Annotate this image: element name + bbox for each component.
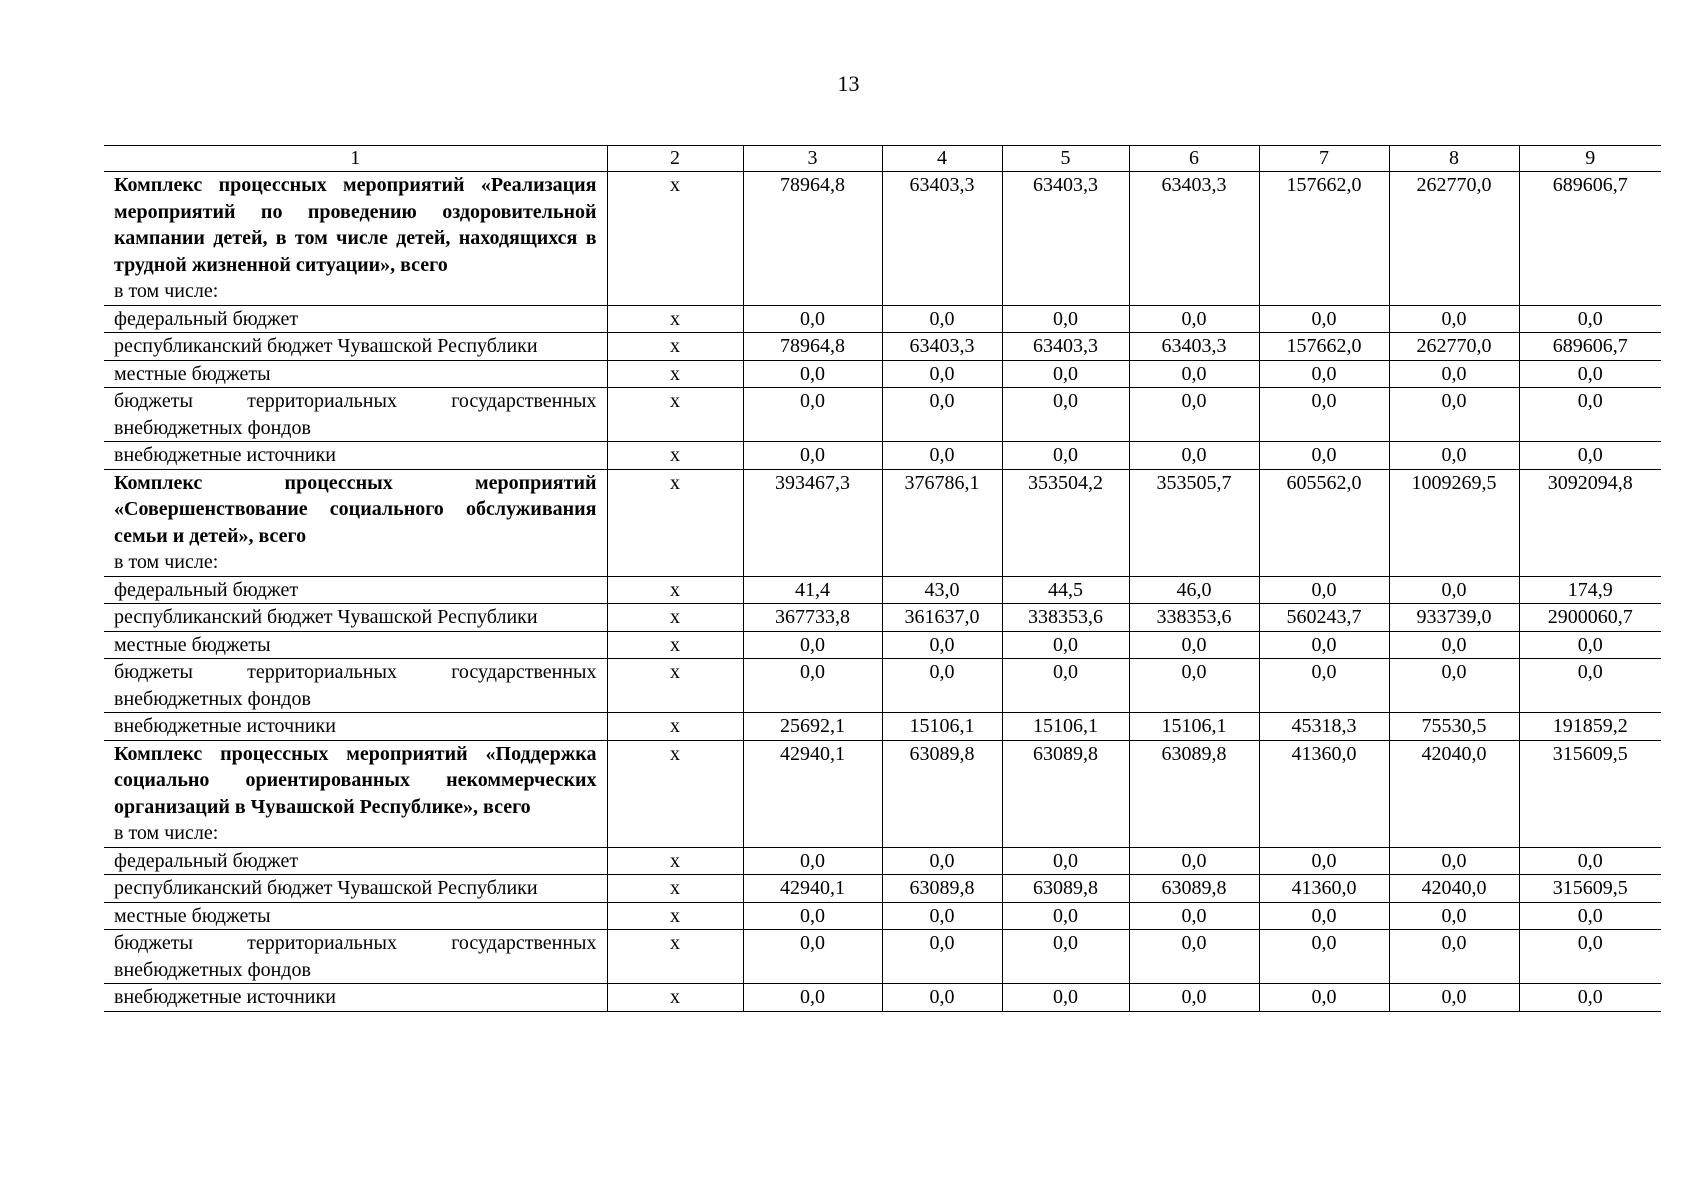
value-cell: 42940,1: [743, 740, 882, 847]
value-cell: 42040,0: [1389, 875, 1519, 903]
value-cell: 262770,0: [1389, 172, 1519, 306]
value-cell: 0,0: [1129, 984, 1259, 1012]
value-cell: 3092094,8: [1519, 469, 1661, 576]
value-cell: 78964,8: [743, 172, 882, 306]
value-cell: 63403,3: [1129, 172, 1259, 306]
value-cell: 63403,3: [1002, 333, 1129, 361]
value-cell: 0,0: [1389, 984, 1519, 1012]
value-cell: 42040,0: [1389, 740, 1519, 847]
value-cell: 0,0: [1389, 847, 1519, 875]
budget-table: [104, 145, 1661, 1012]
value-cell: 0,0: [882, 847, 1002, 875]
header-cell: 4: [882, 146, 1002, 172]
value-cell: 0,0: [743, 984, 882, 1012]
value-cell: 0,0: [1389, 360, 1519, 388]
value-cell: 315609,5: [1519, 740, 1661, 847]
value-cell: 0,0: [1389, 659, 1519, 713]
code-cell: x: [607, 902, 743, 930]
budget-source-row: [104, 847, 1661, 875]
value-cell: 0,0: [743, 360, 882, 388]
value-cell: 353504,2: [1002, 469, 1129, 576]
value-cell: 15106,1: [1002, 713, 1129, 741]
group-title: Комплекс процессных мероприятий «Совершенствование социального обслуживания семьи и детей», всего: [114, 471, 597, 547]
value-cell: 0,0: [1389, 902, 1519, 930]
value-cell: 0,0: [1002, 902, 1129, 930]
value-cell: 0,0: [1519, 984, 1661, 1012]
value-cell: 75530,5: [1389, 713, 1519, 741]
value-cell: 0,0: [743, 442, 882, 470]
group-label-cell: [104, 469, 607, 576]
budget-source-row: [104, 442, 1661, 470]
source-label-cell: [104, 984, 607, 1012]
source-label-line2: внебюджетных фондов: [114, 687, 311, 710]
header-cell: 1: [104, 146, 607, 172]
header-cell: 5: [1002, 146, 1129, 172]
group-title: Комплекс процессных мероприятий «Реализация мероприятий по проведению оздоровительной кампании детей, в том числе детей, находящихся в трудной жизненной ситуации», всего: [114, 174, 597, 276]
value-cell: 41360,0: [1259, 875, 1389, 903]
value-cell: 0,0: [1129, 305, 1259, 333]
value-cell: 63089,8: [1002, 875, 1129, 903]
value-cell: 0,0: [1002, 659, 1129, 713]
value-cell: 0,0: [1259, 659, 1389, 713]
value-cell: 0,0: [1519, 847, 1661, 875]
value-cell: 0,0: [1129, 360, 1259, 388]
page-number: 13: [837, 71, 860, 96]
source-label: республиканский бюджет Чувашской Республики: [114, 877, 538, 899]
source-label-cell: [104, 930, 607, 984]
source-label-line2: внебюджетных фондов: [114, 958, 311, 981]
value-cell: 0,0: [1519, 930, 1661, 984]
value-cell: 0,0: [1129, 902, 1259, 930]
value-cell: 393467,3: [743, 469, 882, 576]
value-cell: 0,0: [1002, 984, 1129, 1012]
value-cell: 0,0: [743, 305, 882, 333]
header-cell: 7: [1259, 146, 1389, 172]
value-cell: 1009269,5: [1389, 469, 1519, 576]
value-cell: 0,0: [1389, 442, 1519, 470]
value-cell: 63403,3: [882, 333, 1002, 361]
value-cell: 0,0: [1002, 305, 1129, 333]
value-cell: 41360,0: [1259, 740, 1389, 847]
source-label: местные бюджеты: [114, 904, 271, 927]
value-cell: 191859,2: [1519, 713, 1661, 741]
group-total-row: [104, 172, 1661, 306]
value-cell: 0,0: [882, 360, 1002, 388]
value-cell: 63403,3: [1002, 172, 1129, 306]
source-label-line1: бюджеты территориальных государственных: [114, 390, 597, 412]
value-cell: 0,0: [1002, 442, 1129, 470]
code-cell: x: [607, 333, 743, 361]
value-cell: 0,0: [1259, 305, 1389, 333]
budget-source-row: [104, 576, 1661, 604]
code-cell: x: [607, 469, 743, 576]
value-cell: 0,0: [1259, 360, 1389, 388]
budget-source-row: [104, 360, 1661, 388]
value-cell: 78964,8: [743, 333, 882, 361]
value-cell: 0,0: [882, 930, 1002, 984]
value-cell: 0,0: [743, 388, 882, 442]
group-label-cell: [104, 172, 607, 306]
value-cell: 0,0: [1002, 930, 1129, 984]
source-label: внебюджетные источники: [114, 986, 336, 1008]
value-cell: 0,0: [882, 305, 1002, 333]
source-label-cell: [104, 659, 607, 713]
source-label: внебюджетные источники: [114, 444, 336, 466]
value-cell: 0,0: [1259, 847, 1389, 875]
value-cell: 46,0: [1129, 576, 1259, 604]
value-cell: 2900060,7: [1519, 604, 1661, 632]
value-cell: 157662,0: [1259, 333, 1389, 361]
budget-source-row: [104, 930, 1661, 984]
budget-source-row: [104, 333, 1661, 361]
value-cell: 63089,8: [1002, 740, 1129, 847]
value-cell: 0,0: [1259, 984, 1389, 1012]
value-cell: 0,0: [743, 930, 882, 984]
value-cell: 174,9: [1519, 576, 1661, 604]
budget-source-row: [104, 659, 1661, 713]
budget-source-row: [104, 902, 1661, 930]
header-cell: 2: [607, 146, 743, 172]
value-cell: 0,0: [882, 442, 1002, 470]
value-cell: 0,0: [1129, 442, 1259, 470]
source-label-cell: [104, 847, 607, 875]
budget-source-row: [104, 631, 1661, 659]
value-cell: 25692,1: [743, 713, 882, 741]
value-cell: 0,0: [1389, 576, 1519, 604]
value-cell: 0,0: [1129, 847, 1259, 875]
value-cell: 0,0: [1259, 576, 1389, 604]
code-cell: x: [607, 388, 743, 442]
value-cell: 0,0: [1129, 659, 1259, 713]
source-label-cell: [104, 631, 607, 659]
value-cell: 0,0: [1129, 930, 1259, 984]
value-cell: 0,0: [1519, 388, 1661, 442]
source-label: федеральный бюджет: [114, 578, 299, 601]
source-label-cell: [104, 713, 607, 741]
source-label: местные бюджеты: [114, 362, 271, 385]
value-cell: 41,4: [743, 576, 882, 604]
value-cell: 63403,3: [882, 172, 1002, 306]
value-cell: 0,0: [1519, 902, 1661, 930]
value-cell: 338353,6: [1002, 604, 1129, 632]
value-cell: 0,0: [1129, 631, 1259, 659]
source-label-cell: [104, 305, 607, 333]
code-cell: x: [607, 930, 743, 984]
code-cell: x: [607, 631, 743, 659]
value-cell: 0,0: [743, 659, 882, 713]
budget-source-row: [104, 984, 1661, 1012]
code-cell: x: [607, 576, 743, 604]
source-label-cell: [104, 442, 607, 470]
value-cell: 560243,7: [1259, 604, 1389, 632]
budget-source-row: [104, 388, 1661, 442]
value-cell: 0,0: [1002, 631, 1129, 659]
group-subtitle: в том числе:: [114, 822, 219, 844]
value-cell: 0,0: [1519, 442, 1661, 470]
code-cell: x: [607, 659, 743, 713]
code-cell: x: [607, 305, 743, 333]
value-cell: 0,0: [1519, 305, 1661, 333]
value-cell: 338353,6: [1129, 604, 1259, 632]
code-cell: x: [607, 172, 743, 306]
value-cell: 0,0: [1259, 930, 1389, 984]
group-total-row: [104, 740, 1661, 847]
value-cell: 0,0: [882, 631, 1002, 659]
value-cell: 0,0: [1002, 388, 1129, 442]
value-cell: 0,0: [1002, 360, 1129, 388]
value-cell: 0,0: [1259, 631, 1389, 659]
value-cell: 0,0: [1259, 902, 1389, 930]
value-cell: 44,5: [1002, 576, 1129, 604]
source-label-cell: [104, 902, 607, 930]
budget-source-row: [104, 875, 1661, 903]
value-cell: 15106,1: [1129, 713, 1259, 741]
value-cell: 0,0: [1519, 659, 1661, 713]
group-title: Комплекс процессных мероприятий «Поддержка социально ориентированных некоммерческих организаций в Чувашской Республике», всего: [114, 742, 597, 818]
code-cell: x: [607, 875, 743, 903]
code-cell: x: [607, 984, 743, 1012]
header-cell: 3: [743, 146, 882, 172]
value-cell: 63089,8: [882, 740, 1002, 847]
value-cell: 63089,8: [882, 875, 1002, 903]
value-cell: 63089,8: [1129, 740, 1259, 847]
source-label: местные бюджеты: [114, 633, 271, 656]
value-cell: 45318,3: [1259, 713, 1389, 741]
budget-source-row: [104, 713, 1661, 741]
source-label-cell: [104, 388, 607, 442]
value-cell: 0,0: [1389, 388, 1519, 442]
value-cell: 605562,0: [1259, 469, 1389, 576]
value-cell: 0,0: [1002, 847, 1129, 875]
value-cell: 315609,5: [1519, 875, 1661, 903]
value-cell: 0,0: [1519, 360, 1661, 388]
value-cell: 689606,7: [1519, 333, 1661, 361]
budget-source-row: [104, 604, 1661, 632]
source-label-line2: внебюджетных фондов: [114, 416, 311, 439]
value-cell: 157662,0: [1259, 172, 1389, 306]
group-total-row: [104, 469, 1661, 576]
value-cell: 42940,1: [743, 875, 882, 903]
code-cell: x: [607, 713, 743, 741]
budget-source-row: [104, 305, 1661, 333]
value-cell: 0,0: [1389, 930, 1519, 984]
value-cell: 0,0: [882, 902, 1002, 930]
value-cell: 353505,7: [1129, 469, 1259, 576]
value-cell: 43,0: [882, 576, 1002, 604]
value-cell: 0,0: [1129, 388, 1259, 442]
group-subtitle: в том числе:: [114, 551, 219, 573]
source-label: внебюджетные источники: [114, 715, 336, 737]
value-cell: 376786,1: [882, 469, 1002, 576]
code-cell: x: [607, 442, 743, 470]
value-cell: 0,0: [743, 902, 882, 930]
header-cell: 9: [1519, 146, 1661, 172]
group-label-cell: [104, 740, 607, 847]
value-cell: 933739,0: [1389, 604, 1519, 632]
code-cell: x: [607, 360, 743, 388]
source-label-cell: [104, 875, 607, 903]
value-cell: 689606,7: [1519, 172, 1661, 306]
source-label: федеральный бюджет: [114, 849, 299, 872]
source-label-cell: [104, 576, 607, 604]
code-cell: x: [607, 847, 743, 875]
value-cell: 367733,8: [743, 604, 882, 632]
source-label: республиканский бюджет Чувашской Республики: [114, 606, 538, 628]
table-header-row: [104, 146, 1661, 172]
value-cell: 63403,3: [1129, 333, 1259, 361]
value-cell: 0,0: [882, 984, 1002, 1012]
source-label-line1: бюджеты территориальных государственных: [114, 661, 597, 683]
value-cell: 262770,0: [1389, 333, 1519, 361]
value-cell: 0,0: [1259, 442, 1389, 470]
group-subtitle: в том числе:: [114, 280, 219, 302]
source-label: федеральный бюджет: [114, 307, 299, 330]
source-label-line1: бюджеты территориальных государственных: [114, 932, 597, 954]
source-label-cell: [104, 360, 607, 388]
header-cell: 6: [1129, 146, 1259, 172]
value-cell: 0,0: [1259, 388, 1389, 442]
value-cell: 0,0: [743, 847, 882, 875]
value-cell: 0,0: [1389, 305, 1519, 333]
header-cell: 8: [1389, 146, 1519, 172]
source-label: республиканский бюджет Чувашской Республики: [114, 335, 538, 357]
value-cell: 15106,1: [882, 713, 1002, 741]
value-cell: 0,0: [882, 388, 1002, 442]
value-cell: 0,0: [743, 631, 882, 659]
source-label-cell: [104, 333, 607, 361]
value-cell: 0,0: [1389, 631, 1519, 659]
code-cell: x: [607, 740, 743, 847]
source-label-cell: [104, 604, 607, 632]
value-cell: 63089,8: [1129, 875, 1259, 903]
value-cell: 361637,0: [882, 604, 1002, 632]
value-cell: 0,0: [882, 659, 1002, 713]
value-cell: 0,0: [1519, 631, 1661, 659]
code-cell: x: [607, 604, 743, 632]
